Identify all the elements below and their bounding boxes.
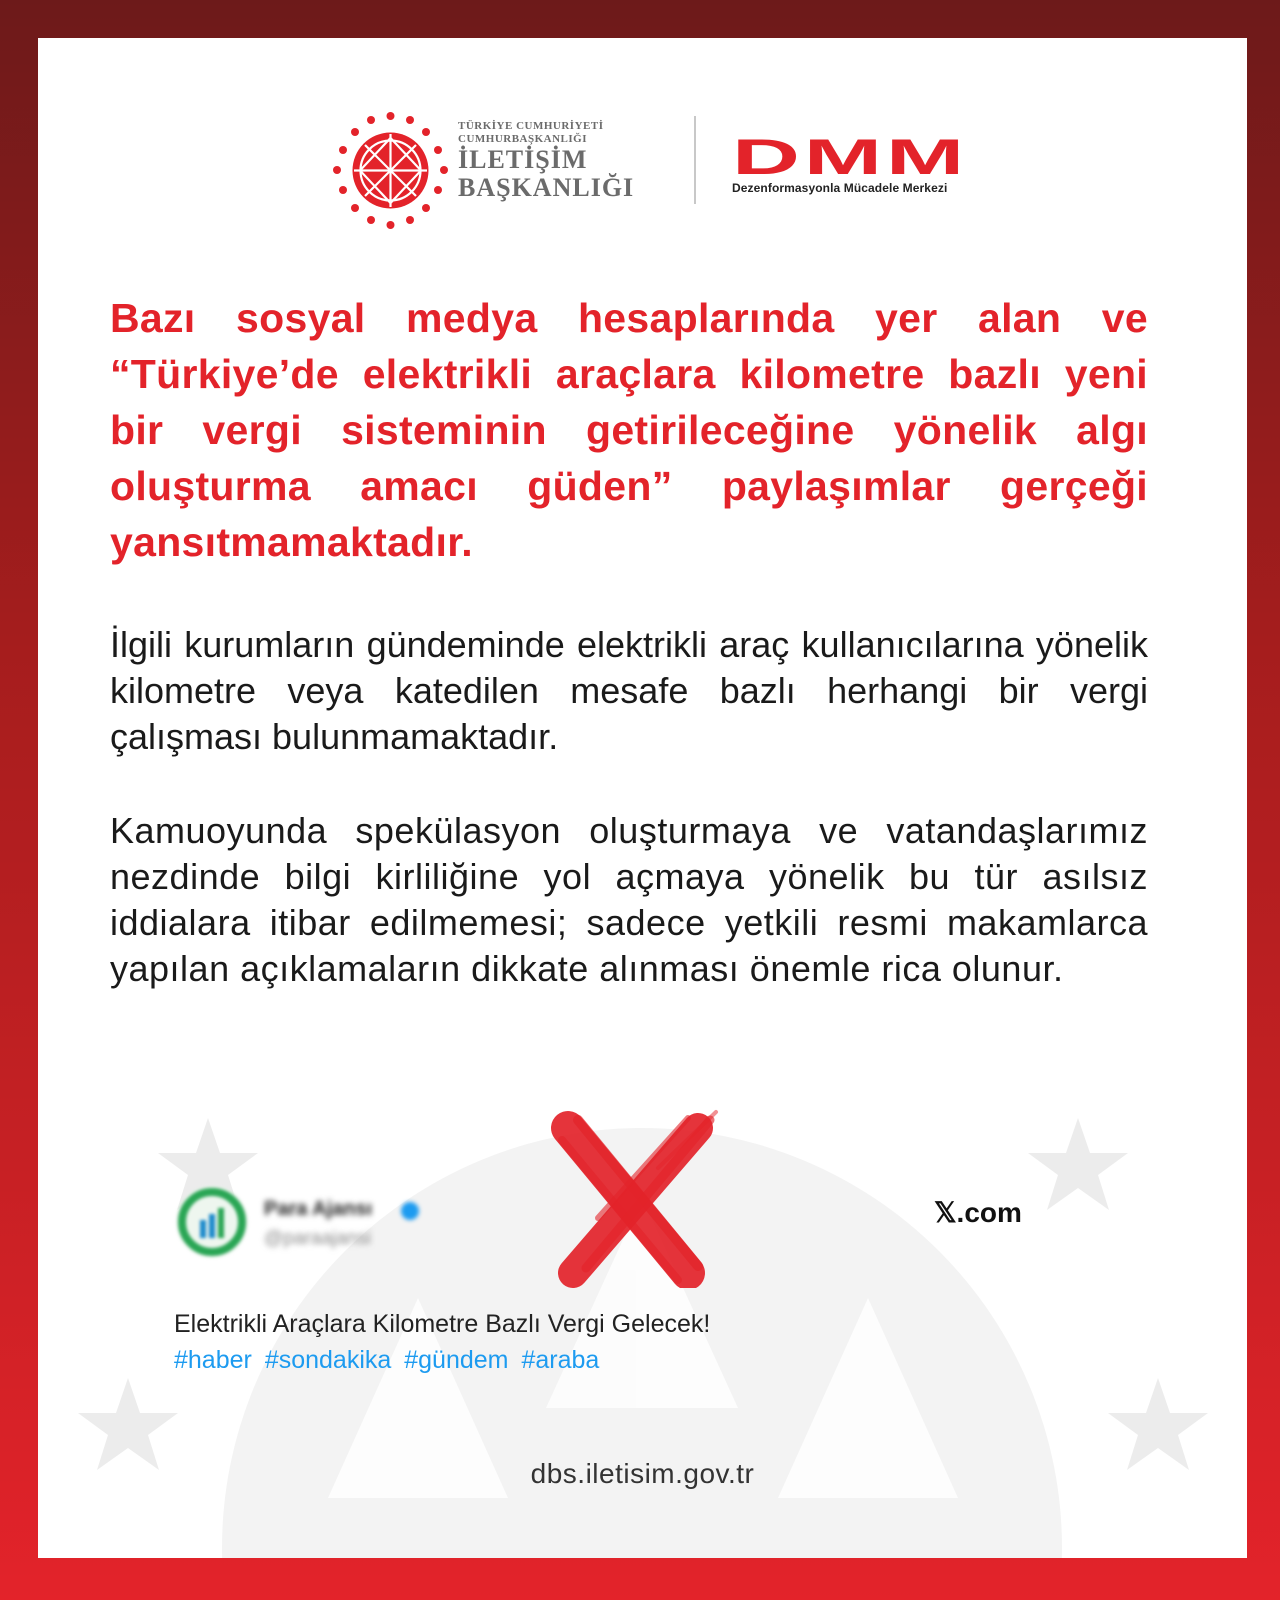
hashtag-link[interactable]: #gündem — [404, 1346, 509, 1374]
para-ajansi-logo-icon — [176, 1186, 248, 1258]
paragraph-1: İlgili kurumların gündeminde elektrikli araç kullanıcılarına yönelik kilometre veya katedilen mesafe bazlı herhangi bir vergi çalışması bulunmamaktadır. — [110, 624, 1148, 757]
dmm-logo-mark — [732, 136, 972, 178]
paragraph-2: Kamuoyunda spekülasyon oluşturmaya ve vatandaşlarımız nezdinde bilgi kirliliğine yol açmaya yönelik bu tür asılsız iddialara itibar edilmemesi; sadece yetkili resmi makamlarca yapılan açıklamaların dikkate alınması önemle rica olunur. — [110, 810, 1148, 989]
dmm-logo-text: DMM — [732, 136, 968, 178]
hashtag-link[interactable]: #araba — [521, 1346, 600, 1374]
x-mark-icon — [538, 1098, 728, 1288]
tweet-text: Elektrikli Araçlara Kilometre Bazlı Vergi Gelecek! — [174, 1310, 711, 1338]
tweet-account-handle: @paraajansi — [264, 1228, 371, 1249]
footer-url[interactable]: dbs.iletisim.gov.tr — [530, 1458, 755, 1489]
iletisim-baskanligi-logo — [458, 120, 634, 202]
x-source-label: 𝕏.com — [934, 1197, 1022, 1228]
dmm-subtitle: Dezenformasyonla Mücadele Merkezi — [732, 181, 948, 195]
tweet-account-name: Para Ajansı — [264, 1198, 373, 1220]
hashtag-link[interactable]: #haber — [174, 1346, 252, 1374]
logo-line-2: CUMHURBAŞKANLIĞI — [458, 133, 588, 145]
headline: Bazı sosyal medya hesaplarında yer alan ve “Türkiye’de elektrikli araçlara kilometre bazlı yeni bir vergi sisteminin getirileceğine yönelik algı oluşturma amacı güden” paylaşımlar gerçeği yansıtmamaktadır. — [110, 295, 1148, 565]
logo-divider — [694, 116, 696, 204]
verified-icon — [401, 1202, 419, 1220]
header-logos — [328, 108, 1008, 248]
logo-line-3: İLETİŞİM — [458, 145, 588, 174]
tweet-hashtags — [174, 1346, 605, 1375]
dmm-logo — [732, 136, 972, 195]
announcement-card — [38, 38, 1247, 1558]
logo-line-4: BAŞKANLIĞI — [458, 173, 635, 202]
logo-line-1: TÜRKİYE CUMHURİYETİ — [458, 120, 604, 132]
emblem-icon — [328, 108, 453, 233]
hashtag-link[interactable]: #sondakika — [264, 1346, 392, 1374]
